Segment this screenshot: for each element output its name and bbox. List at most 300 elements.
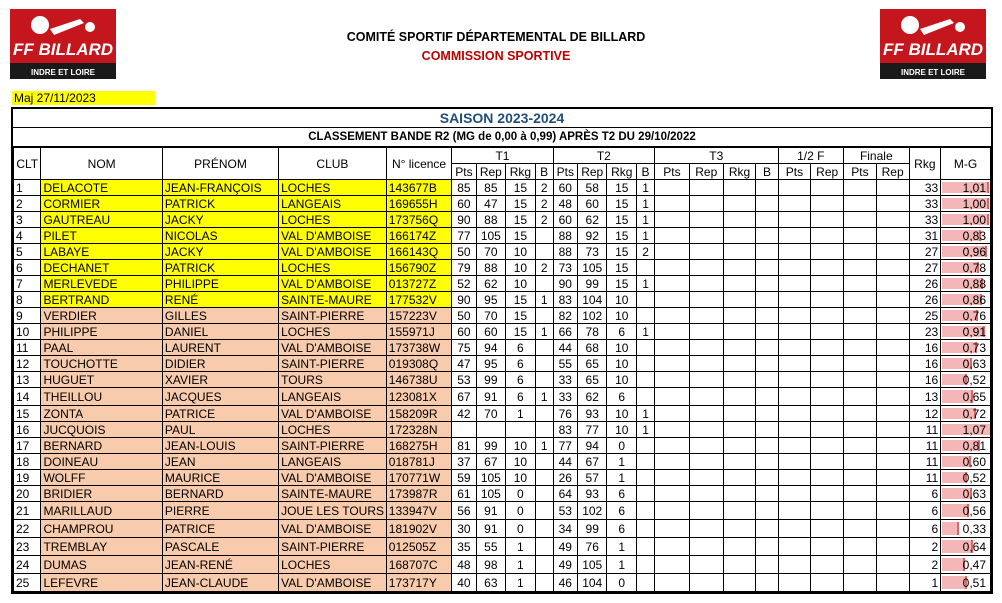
cell-t1-rkg: 1	[506, 556, 536, 574]
col-t3-pts: Pts	[655, 164, 690, 180]
cell-t1-b	[535, 556, 553, 574]
cell-empty	[811, 212, 844, 228]
cell-prenom: BERNARD	[162, 486, 278, 502]
col-clt: CLT	[14, 148, 41, 180]
cell-t1-pts: 61	[452, 486, 476, 502]
cell-club: VAL D'AMBOISE	[279, 574, 387, 592]
cell-t2-rep: 73	[577, 244, 607, 260]
cell-t1-rkg: 10	[506, 454, 536, 470]
cell-empty	[756, 308, 778, 324]
cell-t2-rep: 62	[577, 212, 607, 228]
cell-empty	[876, 324, 909, 340]
cell-t1-b: 1	[535, 324, 553, 340]
col-t2-rep: Rep	[577, 164, 607, 180]
cell-t2-pts: 33	[553, 388, 577, 406]
cell-empty	[811, 438, 844, 454]
cell-empty	[655, 228, 690, 244]
cell-mg	[941, 244, 991, 260]
cell-rkg: 1	[909, 574, 941, 592]
cell-t1-pts: 40	[452, 574, 476, 592]
table-row	[14, 438, 991, 454]
table-row	[14, 502, 991, 520]
cell-empty	[689, 180, 723, 196]
cell-empty	[844, 308, 877, 324]
mg-value: 0,63	[962, 356, 986, 371]
cell-t2-pts: 83	[553, 422, 577, 438]
logo-text: FF BILLARD	[12, 40, 114, 59]
cell-empty	[689, 260, 723, 276]
cell-empty	[723, 276, 756, 292]
cell-empty	[811, 574, 844, 592]
cell-t2-rep: 78	[577, 324, 607, 340]
cell-t2-rkg: 15	[607, 244, 637, 260]
cell-empty	[756, 196, 778, 212]
cell-t1-b	[535, 502, 553, 520]
cell-empty	[811, 260, 844, 276]
cell-empty	[723, 502, 756, 520]
cell-empty	[811, 244, 844, 260]
cell-prenom: NICOLAS	[162, 228, 278, 244]
cell-t2-pts: 66	[553, 324, 577, 340]
cell-empty	[689, 228, 723, 244]
cell-t1-rkg: 1	[506, 574, 536, 592]
col-finale-rep: Rep	[876, 164, 909, 180]
mg-value: 0,52	[962, 470, 986, 485]
cell-t1-b	[535, 356, 553, 372]
cell-t1-rep: 99	[476, 438, 506, 454]
cell-t2-b: 1	[637, 406, 655, 422]
cell-empty	[811, 454, 844, 470]
col-t3-b: B	[756, 164, 778, 180]
cell-empty	[756, 422, 778, 438]
cell-clt: 8	[14, 292, 41, 308]
cell-empty	[723, 574, 756, 592]
cell-t1-pts: 30	[452, 520, 476, 538]
cell-empty	[655, 422, 690, 438]
cell-t2-rep: 94	[577, 438, 607, 454]
col-t2-b: B	[637, 164, 655, 180]
cell-empty	[756, 260, 778, 276]
table-row	[14, 196, 991, 212]
cell-prenom: JEAN-FRANÇOIS	[162, 180, 278, 196]
cell-t2-rkg: 6	[607, 486, 637, 502]
cell-t2-rep: 99	[577, 276, 607, 292]
cell-empty	[655, 356, 690, 372]
cell-empty	[689, 308, 723, 324]
cell-empty	[689, 196, 723, 212]
cell-prenom: PATRICE	[162, 520, 278, 538]
cell-empty	[723, 422, 756, 438]
cell-empty	[778, 244, 811, 260]
cell-t1-rep: 91	[476, 388, 506, 406]
cell-empty	[844, 520, 877, 538]
cell-t1-rep: 88	[476, 260, 506, 276]
cell-clt: 2	[14, 196, 41, 212]
cell-empty	[655, 388, 690, 406]
classement-title: CLASSEMENT BANDE R2 (MG de 0,00 à 0,99) APRÈS T2 DU 29/10/2022	[13, 128, 991, 147]
cell-empty	[811, 356, 844, 372]
ff-billard-logo-right	[880, 9, 986, 79]
cell-t1-pts: 60	[452, 196, 476, 212]
cell-empty	[876, 470, 909, 486]
cell-nom: TOUCHOTTE	[41, 356, 162, 372]
cell-empty	[655, 438, 690, 454]
cell-nom: CHAMPROU	[41, 520, 162, 538]
cell-empty	[689, 422, 723, 438]
cell-empty	[876, 356, 909, 372]
cell-clt: 11	[14, 340, 41, 356]
cell-empty	[844, 470, 877, 486]
cell-t1-rep: 63	[476, 574, 506, 592]
cell-t2-rep: 77	[577, 422, 607, 438]
cell-mg	[941, 574, 991, 592]
cell-mg	[941, 228, 991, 244]
cell-t2-rkg: 10	[607, 372, 637, 388]
cell-empty	[811, 556, 844, 574]
cell-nom: BERNARD	[41, 438, 162, 454]
cell-rkg: 6	[909, 502, 941, 520]
cell-empty	[689, 372, 723, 388]
cell-t2-rkg: 10	[607, 340, 637, 356]
col-finale: Finale	[844, 148, 909, 164]
cell-prenom: PATRICK	[162, 196, 278, 212]
cell-t1-pts: 56	[452, 502, 476, 520]
table-row	[14, 556, 991, 574]
cell-t1-rkg: 15	[506, 308, 536, 324]
cell-t2-rkg: 1	[607, 454, 637, 470]
cell-empty	[723, 180, 756, 196]
update-date-text: Maj 27/11/2023	[14, 91, 96, 105]
cell-nom: DECHANET	[41, 260, 162, 276]
table-row	[14, 180, 991, 196]
cell-empty	[723, 196, 756, 212]
cell-nom: VERDIER	[41, 308, 162, 324]
cell-t2-rep: 93	[577, 486, 607, 502]
cell-t1-rep: 47	[476, 196, 506, 212]
cell-t2-b	[637, 438, 655, 454]
mg-value: 0,76	[962, 308, 986, 323]
cell-t2-b: 1	[637, 276, 655, 292]
cell-nom: TREMBLAY	[41, 538, 162, 556]
col-finale-pts: Pts	[844, 164, 877, 180]
cell-t2-b	[637, 574, 655, 592]
cell-t1-rep: 94	[476, 340, 506, 356]
season-title: SAISON 2023-2024	[13, 109, 991, 128]
cell-t2-rep: 93	[577, 406, 607, 422]
cell-t2-rkg: 15	[607, 260, 637, 276]
cell-empty	[778, 260, 811, 276]
cell-rkg: 13	[909, 388, 941, 406]
cell-t2-rkg: 6	[607, 388, 637, 406]
cell-club: VAL D'AMBOISE	[279, 244, 387, 260]
cell-licence: 012505Z	[386, 538, 451, 556]
cell-clt: 25	[14, 574, 41, 592]
cell-t1-pts: 90	[452, 292, 476, 308]
cell-mg	[941, 470, 991, 486]
cell-prenom: PAUL	[162, 422, 278, 438]
cell-nom: BRIDIER	[41, 486, 162, 502]
cell-t1-rkg: 0	[506, 502, 536, 520]
col-half-final: 1/2 F	[778, 148, 843, 164]
table-row	[14, 406, 991, 422]
cell-licence: 018781J	[386, 454, 451, 470]
mg-value: 0,33	[962, 521, 986, 536]
table-row	[14, 454, 991, 470]
cell-club: LOCHES	[279, 324, 387, 340]
col-club: CLUB	[279, 148, 387, 180]
mg-data-bar	[942, 558, 965, 571]
cell-t1-rkg: 15	[506, 228, 536, 244]
cell-nom: MERLEVEDE	[41, 276, 162, 292]
cell-t2-rep: 65	[577, 356, 607, 372]
cell-t2-rkg: 15	[607, 212, 637, 228]
cell-t1-pts: 37	[452, 454, 476, 470]
cell-prenom: PHILIPPE	[162, 276, 278, 292]
cell-empty	[778, 356, 811, 372]
cell-empty	[844, 502, 877, 520]
cell-nom: THEILLOU	[41, 388, 162, 406]
cell-licence: 173756Q	[386, 212, 451, 228]
cell-t2-b: 1	[637, 228, 655, 244]
cell-mg	[941, 180, 991, 196]
cell-empty	[778, 212, 811, 228]
cell-t1-b	[535, 340, 553, 356]
cell-club: LOCHES	[279, 422, 387, 438]
cell-empty	[811, 340, 844, 356]
cell-empty	[778, 574, 811, 592]
cell-empty	[876, 438, 909, 454]
cell-empty	[876, 422, 909, 438]
cell-t1-pts: 35	[452, 538, 476, 556]
cell-licence: 173717Y	[386, 574, 451, 592]
cell-rkg: 2	[909, 556, 941, 574]
organization-title: COMITÉ SPORTIF DÉPARTEMENTAL DE BILLARD	[346, 30, 646, 44]
cell-t2-rkg: 15	[607, 180, 637, 196]
cell-t1-rep: 70	[476, 308, 506, 324]
cell-empty	[844, 422, 877, 438]
cell-empty	[844, 372, 877, 388]
cell-empty	[655, 308, 690, 324]
cell-empty	[811, 388, 844, 406]
cell-empty	[778, 454, 811, 470]
table-row	[14, 372, 991, 388]
mg-value: 0,96	[962, 244, 986, 259]
cell-empty	[778, 502, 811, 520]
cell-rkg: 27	[909, 244, 941, 260]
cell-t2-b: 1	[637, 196, 655, 212]
cell-mg	[941, 538, 991, 556]
cell-club: LOCHES	[279, 180, 387, 196]
cell-empty	[723, 292, 756, 308]
cell-t2-rkg: 0	[607, 438, 637, 454]
cell-empty	[655, 454, 690, 470]
cell-prenom: GILLES	[162, 308, 278, 324]
cell-t1-rep: 91	[476, 502, 506, 520]
cell-t2-rkg: 15	[607, 228, 637, 244]
col-t1-b: B	[535, 164, 553, 180]
cell-t1-b: 1	[535, 388, 553, 406]
cell-empty	[689, 244, 723, 260]
cell-empty	[756, 454, 778, 470]
cell-t1-b: 2	[535, 212, 553, 228]
cell-empty	[689, 212, 723, 228]
mg-value: 0,86	[962, 292, 986, 307]
cell-club: TOURS	[279, 372, 387, 388]
cell-empty	[844, 212, 877, 228]
cell-empty	[655, 486, 690, 502]
cell-t2-rep: 68	[577, 340, 607, 356]
cell-prenom: XAVIER	[162, 372, 278, 388]
cell-empty	[723, 308, 756, 324]
cell-t2-pts: 55	[553, 356, 577, 372]
cell-t1-b	[535, 228, 553, 244]
cell-empty	[756, 324, 778, 340]
cell-rkg: 26	[909, 276, 941, 292]
mg-value: 0,78	[962, 260, 986, 275]
cell-empty	[778, 228, 811, 244]
cell-t2-b: 2	[637, 244, 655, 260]
cell-t2-rep: 99	[577, 520, 607, 538]
cell-t1-rkg: 10	[506, 438, 536, 454]
cell-t2-rep: 92	[577, 228, 607, 244]
cell-empty	[756, 244, 778, 260]
cell-prenom: JACKY	[162, 212, 278, 228]
table-row	[14, 276, 991, 292]
cell-clt: 16	[14, 422, 41, 438]
cell-mg	[941, 502, 991, 520]
cell-empty	[689, 520, 723, 538]
col-prenom: PRÉNOM	[162, 148, 278, 180]
cell-t2-b	[637, 454, 655, 470]
cell-t1-pts: 47	[452, 356, 476, 372]
cell-empty	[811, 422, 844, 438]
cell-empty	[778, 422, 811, 438]
cell-licence: 168275H	[386, 438, 451, 454]
col-t3: T3	[655, 148, 779, 164]
cell-t2-b: 1	[637, 212, 655, 228]
cell-empty	[876, 308, 909, 324]
cell-clt: 9	[14, 308, 41, 324]
cell-t1-b	[535, 486, 553, 502]
cell-empty	[811, 486, 844, 502]
cell-t2-rkg: 1	[607, 470, 637, 486]
cell-empty	[811, 538, 844, 556]
cell-empty	[689, 470, 723, 486]
cell-rkg: 11	[909, 454, 941, 470]
cell-mg	[941, 212, 991, 228]
col-licence: N° licence	[386, 148, 451, 180]
cell-nom: DELACOTE	[41, 180, 162, 196]
cell-t1-b	[535, 308, 553, 324]
ff-billard-logo-left	[10, 9, 116, 79]
cell-club: SAINTE-MAURE	[279, 486, 387, 502]
cell-t1-pts: 50	[452, 244, 476, 260]
cell-prenom: JACKY	[162, 244, 278, 260]
cell-empty	[756, 340, 778, 356]
cell-prenom: PATRICE	[162, 406, 278, 422]
cell-t2-pts: 83	[553, 292, 577, 308]
cell-club: LANGEAIS	[279, 454, 387, 470]
cell-empty	[876, 260, 909, 276]
cell-t2-rep: 60	[577, 196, 607, 212]
cell-empty	[876, 574, 909, 592]
cell-empty	[689, 556, 723, 574]
cell-prenom: JEAN-CLAUDE	[162, 574, 278, 592]
cell-empty	[778, 388, 811, 406]
table-row	[14, 356, 991, 372]
cell-empty	[876, 276, 909, 292]
cell-mg	[941, 308, 991, 324]
cell-t1-b	[535, 422, 553, 438]
cell-t1-b	[535, 520, 553, 538]
cell-t1-pts: 50	[452, 308, 476, 324]
cell-empty	[689, 438, 723, 454]
cell-club: SAINT-PIERRE	[279, 356, 387, 372]
cell-t1-rep: 70	[476, 244, 506, 260]
cell-club: VAL D'AMBOISE	[279, 470, 387, 486]
cell-clt: 6	[14, 260, 41, 276]
cell-empty	[655, 502, 690, 520]
cell-prenom: MAURICE	[162, 470, 278, 486]
table-row	[14, 340, 991, 356]
cell-nom: PILET	[41, 228, 162, 244]
cell-empty	[876, 196, 909, 212]
cell-prenom: JEAN	[162, 454, 278, 470]
cell-t1-pts: 52	[452, 276, 476, 292]
cell-empty	[655, 276, 690, 292]
cell-licence: 013727Z	[386, 276, 451, 292]
cell-t2-pts: 90	[553, 276, 577, 292]
cell-mg	[941, 406, 991, 422]
cell-empty	[876, 292, 909, 308]
cell-empty	[844, 340, 877, 356]
col-t2-rkg: Rkg	[607, 164, 637, 180]
cell-nom: PHILIPPE	[41, 324, 162, 340]
col-rkg: Rkg	[909, 148, 941, 180]
cell-empty	[756, 292, 778, 308]
cell-empty	[811, 276, 844, 292]
commission-title: COMMISSION SPORTIVE	[421, 49, 571, 63]
cell-rkg: 16	[909, 356, 941, 372]
cell-t2-rkg: 6	[607, 502, 637, 520]
mg-value: 0,63	[962, 486, 986, 501]
cell-empty	[844, 556, 877, 574]
cell-empty	[778, 372, 811, 388]
cell-empty	[655, 372, 690, 388]
cell-t2-b	[637, 340, 655, 356]
cell-rkg: 27	[909, 260, 941, 276]
cell-t1-rkg: 6	[506, 356, 536, 372]
cell-empty	[655, 340, 690, 356]
cell-licence: 172328N	[386, 422, 451, 438]
table-row	[14, 470, 991, 486]
col-t3-rep: Rep	[689, 164, 723, 180]
cell-licence: 146738U	[386, 372, 451, 388]
cell-empty	[844, 406, 877, 422]
cell-t2-b	[637, 308, 655, 324]
cell-empty	[844, 454, 877, 470]
cell-clt: 7	[14, 276, 41, 292]
cell-t1-b	[535, 454, 553, 470]
cell-empty	[655, 574, 690, 592]
cell-empty	[844, 244, 877, 260]
cell-licence: 166174Z	[386, 228, 451, 244]
cell-empty	[723, 244, 756, 260]
cell-licence: 155971J	[386, 324, 451, 340]
cell-t2-rep: 105	[577, 556, 607, 574]
cell-t1-rep: 55	[476, 538, 506, 556]
cell-t2-pts: 49	[553, 556, 577, 574]
